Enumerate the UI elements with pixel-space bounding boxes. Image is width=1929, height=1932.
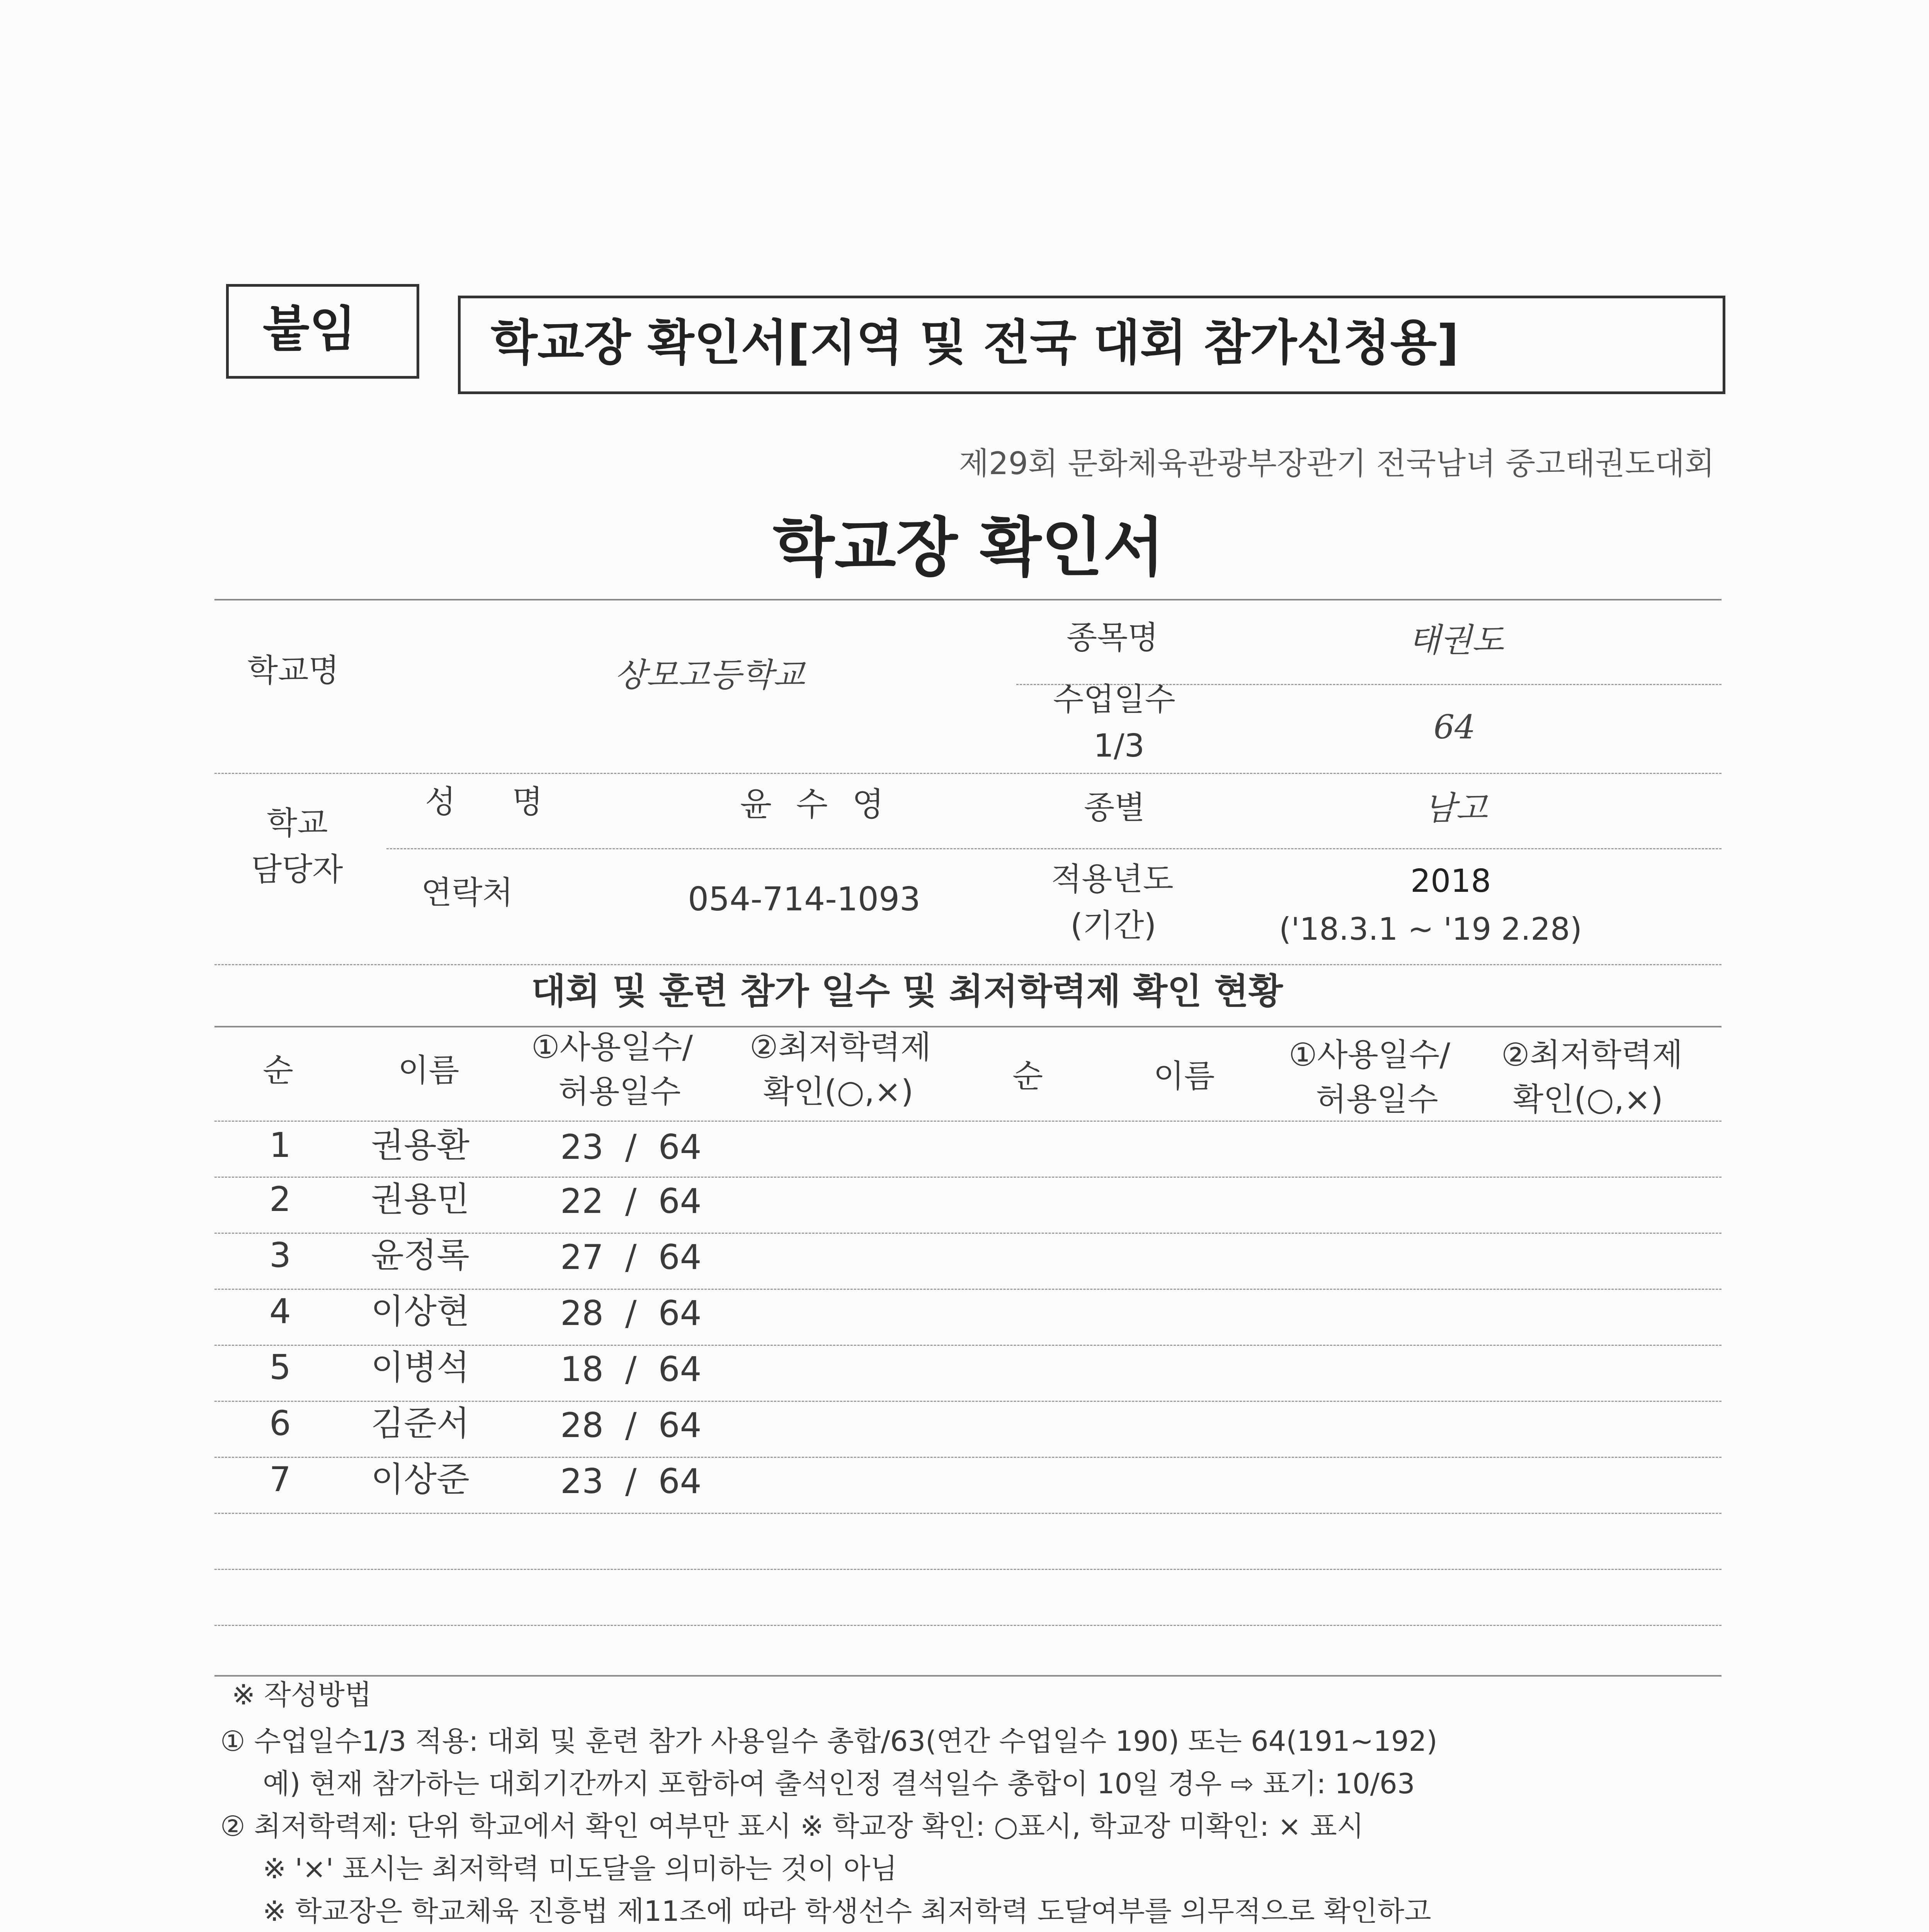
- row-number: 5: [269, 1347, 291, 1387]
- row-rule: [214, 1569, 1721, 1570]
- header-days-right-2: 허용일수: [1316, 1081, 1438, 1118]
- header-check-right-2: 확인(○,×): [1513, 1081, 1663, 1118]
- row-number: 3: [269, 1235, 291, 1275]
- sport-label: 종목명: [1067, 619, 1158, 656]
- note-line: ② 최저학력제: 단위 학교에서 확인 여부만 표시 ※ 학교장 확인: ○표시, 학교장 미확인: × 표시: [220, 1810, 1364, 1842]
- info-rule-2: [214, 773, 1721, 774]
- document-title: 학교장 확인서: [773, 510, 1165, 585]
- manager-name-value: 윤 수 영: [740, 786, 891, 824]
- row-days: 28 / 64: [560, 1293, 702, 1333]
- note-line: ※ '×' 표시는 최저학력 미도달을 의미하는 것이 아님: [263, 1852, 897, 1885]
- class-days-value: 64: [1434, 708, 1476, 747]
- row-name: 이병석: [371, 1347, 470, 1387]
- row-rule: [214, 1345, 1721, 1346]
- header-name-right: 이름: [1153, 1058, 1215, 1095]
- note-line: ① 수업일수1/3 적용: 대회 및 훈련 참가 사용일수 총합/63(연간 수업일수 190) 또는 64(191~192): [220, 1725, 1437, 1757]
- school-name-label: 학교명: [247, 652, 339, 689]
- notes-heading: ※ 작성방법: [232, 1679, 372, 1711]
- row-days: 18 / 64: [560, 1349, 702, 1389]
- table-header-rule: [214, 1121, 1721, 1122]
- row-rule: [214, 1401, 1721, 1402]
- row-rule: [214, 1457, 1721, 1458]
- manager-name-label: 성 명: [425, 784, 566, 820]
- class-days-label-1: 수업일수: [1053, 681, 1175, 718]
- header-no-left: 순: [263, 1052, 294, 1089]
- row-name: 권용환: [371, 1125, 470, 1165]
- year-value: 2018: [1410, 863, 1491, 900]
- row-rule: [214, 1625, 1721, 1626]
- type-value: 남고: [1424, 789, 1488, 828]
- header-check-right-1: ②최저학력제: [1501, 1037, 1683, 1073]
- header-check-left-2: 확인(○,×): [763, 1073, 913, 1110]
- sport-value: 태권도: [1408, 621, 1504, 660]
- year-label-2: (기간): [1070, 907, 1157, 944]
- row-days: 28 / 64: [560, 1405, 702, 1445]
- row-days: 22 / 64: [560, 1181, 702, 1221]
- header-days-right-1: ①사용일수/: [1289, 1037, 1450, 1073]
- contact-value: 054-714-1093: [688, 880, 921, 918]
- row-days: 23 / 64: [560, 1461, 702, 1501]
- event-name: 제29회 문화체육관광부장관기 전국남녀 중고태권도대회: [959, 446, 1715, 481]
- row-name: 윤정록: [371, 1235, 470, 1275]
- row-number: 7: [269, 1459, 291, 1499]
- row-name: 이상현: [371, 1291, 470, 1331]
- row-number: 4: [269, 1291, 291, 1331]
- section-title: 대회 및 훈련 참가 일수 및 최저학력제 확인 현황: [531, 971, 1283, 1012]
- row-name: 이상준: [371, 1459, 470, 1499]
- header-days-left-2: 허용일수: [558, 1073, 681, 1110]
- info-top-rule: [214, 599, 1721, 600]
- type-label: 종별: [1084, 789, 1145, 826]
- section-rule: [214, 1026, 1721, 1027]
- row-rule: [214, 1233, 1721, 1234]
- row-number: 6: [269, 1403, 291, 1443]
- row-number: 2: [269, 1179, 291, 1219]
- period-value: ('18.3.1 ~ '19 2.28): [1279, 911, 1582, 947]
- manager-label-1: 학교: [267, 805, 328, 842]
- form-title: 학교장 확인서[지역 및 전국 대회 참가신청용]: [491, 315, 1459, 371]
- note-line: 예) 현재 참가하는 대회기간까지 포함하여 출석인정 결석일수 총합이 10일 경우 ⇨ 표기: 10/63: [263, 1767, 1415, 1800]
- row-days: 23 / 64: [560, 1127, 702, 1167]
- info-rule-4: [214, 964, 1721, 965]
- attachment-tag: 붙임: [263, 301, 356, 357]
- contact-label: 연락처: [421, 874, 513, 911]
- header-check-left-1: ②최저학력제: [750, 1029, 931, 1066]
- note-line: ※ 학교장은 학교체육 진흥법 제11조에 따라 학생선수 최저학력 도달여부를 의무적으로 확인하고: [263, 1895, 1431, 1927]
- school-name-value: 상모고등학교: [614, 656, 805, 694]
- row-name: 권용민: [371, 1179, 470, 1219]
- row-rule: [214, 1513, 1721, 1514]
- class-days-label-2: 1/3: [1094, 728, 1145, 764]
- row-number: 1: [269, 1125, 291, 1165]
- info-rule-3: [386, 848, 1721, 849]
- row-days: 27 / 64: [560, 1237, 702, 1277]
- row-name: 김준서: [371, 1403, 470, 1443]
- row-rule: [214, 1177, 1721, 1178]
- header-days-left-1: ①사용일수/: [531, 1029, 693, 1066]
- table-bottom-rule: [214, 1675, 1721, 1677]
- header-name-left: 이름: [398, 1052, 459, 1089]
- row-rule: [214, 1289, 1721, 1290]
- manager-label-2: 담당자: [251, 851, 343, 888]
- header-no-right: 순: [1012, 1058, 1043, 1095]
- year-label-1: 적용년도: [1051, 861, 1174, 898]
